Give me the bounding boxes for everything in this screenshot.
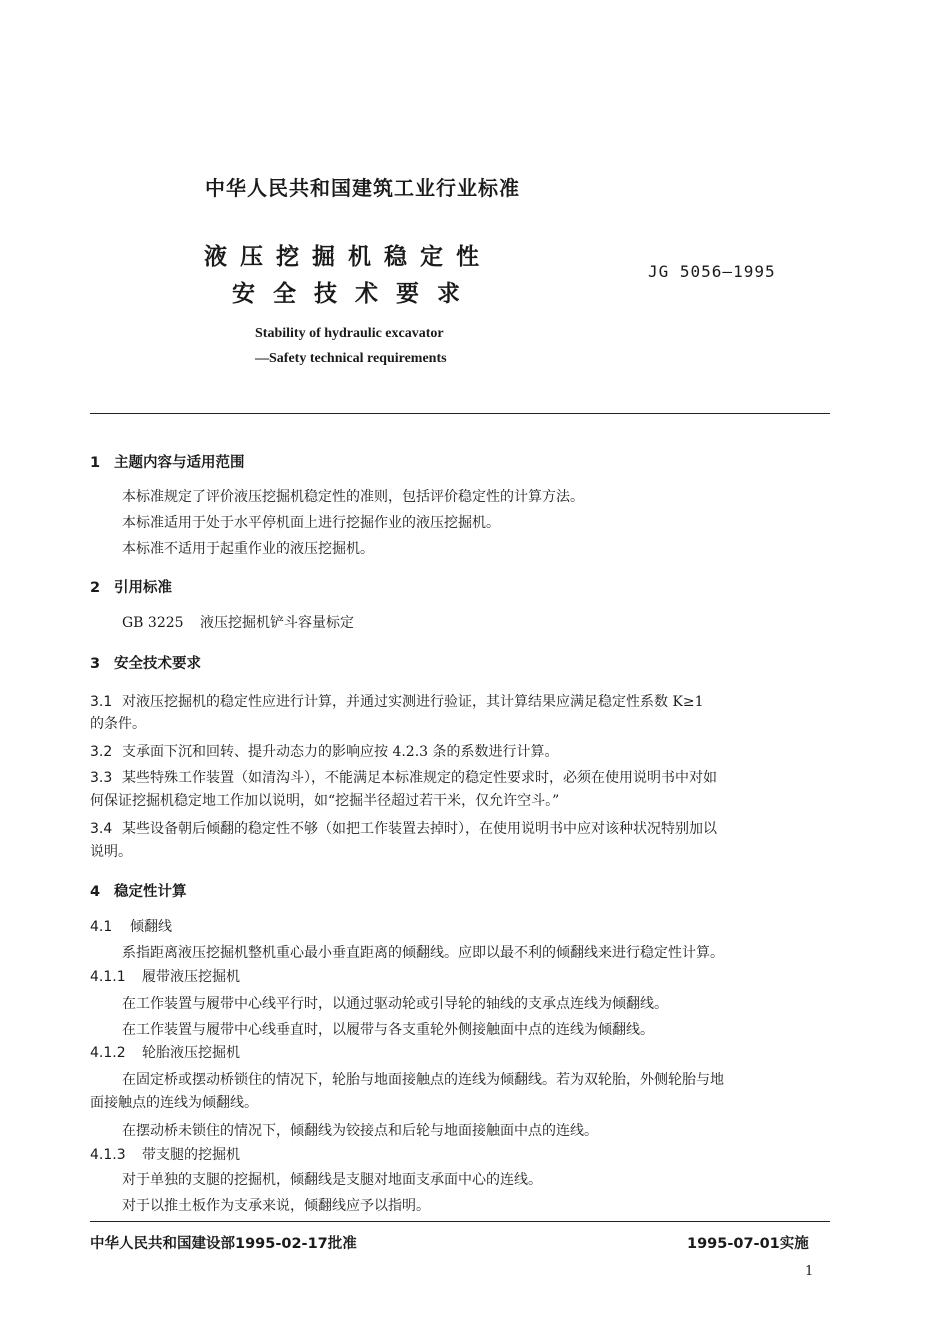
clause-4-1-3-heading [90, 1145, 240, 1165]
paragraph-line1: 在固定桥或摆动桥锁住的情况下，轮胎与地面接触点的连线为倾翻线。若为双轮胎，外侧轮胎与地 [122, 1072, 724, 1088]
reference-entry [122, 613, 354, 633]
paragraph: 本标准适用于处于水平停机面上进行挖掘作业的液压挖掘机。 [122, 515, 500, 531]
clause-number: 4.1.1 [90, 969, 126, 985]
clause-title: 轮胎液压挖掘机 [142, 1045, 240, 1061]
paragraph-line2: 面接触点的连线为倾翻线。 [90, 1095, 258, 1111]
organization-title: 中华人民共和国建筑工业行业标准 [205, 176, 520, 200]
paragraph: 对于以推土板作为支承来说，倾翻线应予以指明。 [122, 1198, 430, 1214]
section-2-heading [90, 576, 172, 597]
section-title: 引用标准 [114, 580, 172, 596]
clause-text: 某些设备朝后倾翻的稳定性不够（如把工作装置去掉时），在使用说明书中应对该种状况特别加以 [122, 821, 717, 837]
clause-title: 带支腿的挖掘机 [142, 1147, 240, 1163]
clause-text: 某些特殊工作装置（如清沟斗），不能满足本标准规定的稳定性要求时，必须在使用说明书中对如 [122, 770, 717, 786]
approval-statement: 中华人民共和国建设部1995-02-17批准 [90, 1236, 357, 1252]
clause-number: 3.4 [90, 821, 113, 837]
section-number: 3 [90, 656, 101, 672]
clause-number: 3.2 [90, 744, 113, 760]
paragraph: 在工作装置与履带中心线垂直时，以履带与各支重轮外侧接触面中点的连线为倾翻线。 [122, 1022, 654, 1038]
section-number: 2 [90, 580, 101, 596]
section-3-heading [90, 652, 201, 673]
clause-number: 3.3 [90, 770, 113, 786]
clause-3-2-line1 [90, 742, 559, 762]
section-number: 4 [90, 884, 101, 900]
clause-number: 4.1.3 [90, 1147, 126, 1163]
clause-4-1-2-heading [90, 1043, 240, 1063]
clause-number: 4.1.2 [90, 1045, 126, 1061]
document-title-en-line2: —Safety technical requirements [255, 351, 447, 366]
reference-title: 液压挖掘机铲斗容量标定 [200, 615, 354, 631]
clause-title: 履带液压挖掘机 [142, 969, 240, 985]
page-number: 1 [805, 1264, 814, 1279]
clause-4-1-heading [90, 917, 172, 937]
clause-title: 倾翻线 [130, 919, 172, 935]
document-title-en-line1: Stability of hydraulic excavator [255, 326, 444, 341]
paragraph: 本标准规定了评价液压挖掘机稳定性的准则，包括评价稳定性的计算方法。 [122, 489, 584, 505]
clause-number: 4.1 [90, 919, 113, 935]
document-title-cn-line2: 安全技术要求 [232, 281, 478, 307]
clause-3-3-line2: 何保证挖掘机稳定地工作加以说明，如“挖掘半径超过若干米，仅允许空斗。” [90, 793, 560, 809]
clause-number: 3.1 [90, 694, 113, 710]
section-4-heading [90, 880, 187, 901]
section-title: 稳定性计算 [114, 884, 187, 900]
clause-4-1-1-heading [90, 967, 240, 987]
clause-3-1-line1 [90, 692, 704, 712]
clause-3-4-line2: 说明。 [90, 844, 132, 860]
paragraph: 在摆动桥未锁住的情况下，倾翻线为铰接点和后轮与地面接触面中点的连线。 [122, 1123, 598, 1139]
clause-3-3-line1 [90, 768, 717, 788]
clause-text: 对液压挖掘机的稳定性应进行计算，并通过实测进行验证，其计算结果应满足稳定性系数 K≥1 [122, 694, 704, 710]
clause-text: 支承面下沉和回转、提升动态力的影响应按 4.2.3 条的系数进行计算。 [122, 744, 559, 760]
section-1-heading [90, 451, 245, 472]
document-title-cn-line1: 液压挖掘机稳定性 [204, 244, 492, 270]
header-divider [90, 413, 830, 414]
paragraph: 在工作装置与履带中心线平行时，以通过驱动轮或引导轮的轴线的支承点连线为倾翻线。 [122, 996, 668, 1012]
clause-3-4-line1 [90, 819, 717, 839]
section-number: 1 [90, 455, 101, 471]
paragraph: 本标准不适用于起重作业的液压挖掘机。 [122, 541, 374, 557]
paragraph: 对于单独的支腿的挖掘机，倾翻线是支腿对地面支承面中心的连线。 [122, 1172, 542, 1188]
standard-code: JG 5056—1995 [648, 262, 776, 281]
clause-3-1-line2: 的条件。 [90, 716, 146, 732]
paragraph: 系指距离液压挖掘机整机重心最小垂直距离的倾翻线。应即以最不利的倾翻线来进行稳定性计算。 [122, 945, 724, 961]
reference-code: GB 3225 [122, 615, 184, 631]
section-title: 主题内容与适用范围 [114, 455, 245, 471]
footer-divider [90, 1221, 830, 1222]
implementation-date: 1995-07-01实施 [687, 1236, 809, 1252]
section-title: 安全技术要求 [114, 656, 201, 672]
